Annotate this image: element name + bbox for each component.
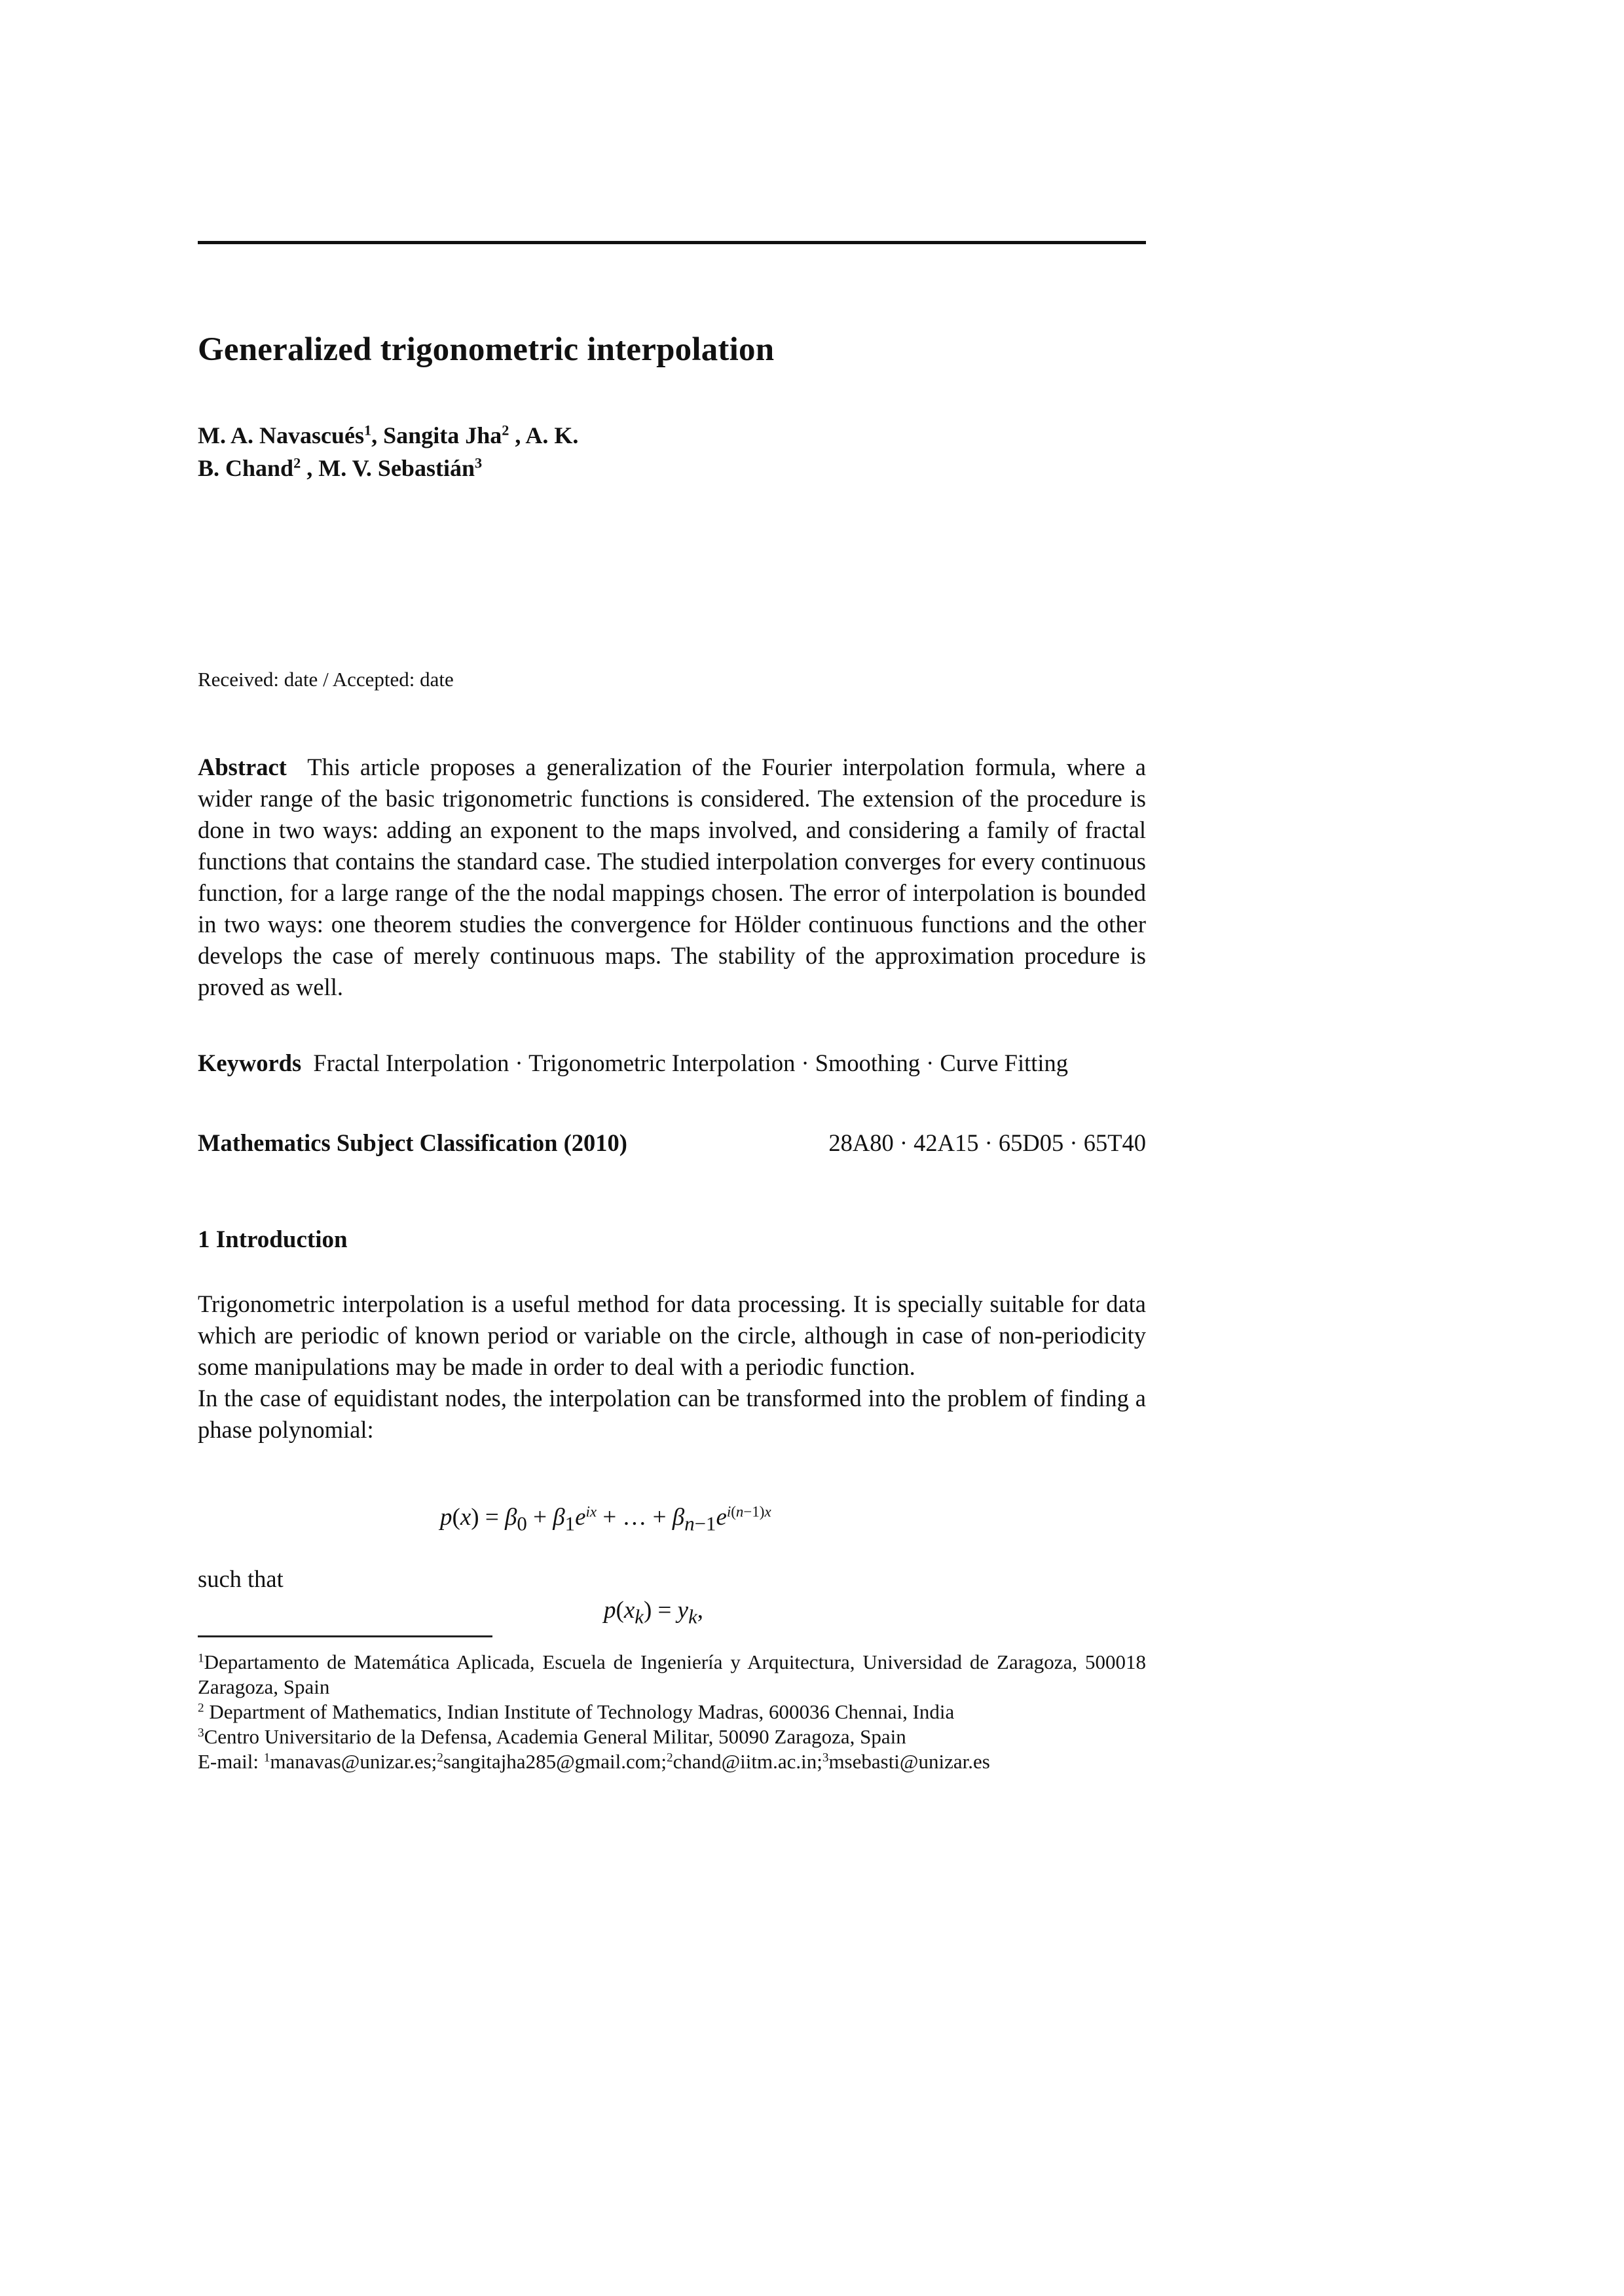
- affiliation-mark: 1: [364, 422, 372, 439]
- equation-phase-polynomial: $p(x) = \beta_0 + \beta_1e^{ix}$ + … + $\beta_{n-1}e^{i(n-1)x}$: [440, 1503, 771, 1535]
- keywords-text: Fractal Interpolation · Trigonometric Interpolation · Smoothing · Curve Fitting: [313, 1049, 1069, 1076]
- footnote-text: Department of Mathematics, Indian Institute of Technology Madras, 600036 Chennai, India: [204, 1700, 955, 1723]
- footnote-mark: 2: [198, 1701, 204, 1715]
- footnote-affiliation-1: [198, 1650, 1146, 1700]
- intro-body: [198, 1288, 1146, 1446]
- footnote-text: Centro Universitario de la Defensa, Academia General Militar, 50090 Zaragoza, Spain: [204, 1725, 906, 1748]
- abstract-label: Abstract: [198, 754, 287, 780]
- msc-codes: 28A80 · 42A15 · 65D05 · 65T40: [828, 1129, 1146, 1156]
- affiliation-mark: 3: [474, 454, 483, 471]
- intro-paragraph-1: Trigonometric interpolation is a useful method for data processing. It is specially suitable for data which are periodic of known period or variable on the circle, although in case of non-periodicity some manipulations may be made in order to deal with a periodic function.: [198, 1290, 1146, 1380]
- email-mark: 3: [822, 1751, 829, 1765]
- author-separator: , A. K.: [509, 422, 579, 448]
- footnote-emails: [198, 1749, 1160, 1774]
- paper-title: Generalized trigonometric interpolation: [198, 331, 775, 368]
- abstract-text: This article proposes a generalization of the Fourier interpolation formula, where a wider range of the basic trigonometric functions is considered. The extension of the procedure is done in two ways: adding an exponent to the maps involved, and considering a family of fractal functions that contains the standard case. The studied interpolation converges for every continuous function, for a large range of the the nodal mappings chosen. The error of interpolation is bounded in two ways: one theorem studies the convergence for Hölder continuous functions and the other develops the case of merely continuous maps. The stability of the approximation procedure is proved as well.: [198, 754, 1146, 1000]
- author-separator: ,: [301, 455, 319, 481]
- subject-classification: [198, 1127, 1146, 1159]
- author-name: M. A. Navascués: [198, 422, 364, 448]
- email-mark: 2: [437, 1751, 443, 1765]
- affiliation-mark: 2: [293, 454, 301, 471]
- such-that-text: such that: [198, 1565, 284, 1592]
- keywords: [198, 1048, 1146, 1079]
- author-name: M. V. Sebastián: [318, 455, 475, 481]
- received-accepted-line: Received: date / Accepted: date: [198, 668, 454, 691]
- author-list: [198, 419, 578, 484]
- equation-interpolation-condition: $p(x_k) = y_k$,: [604, 1597, 704, 1628]
- section-heading: [198, 1226, 348, 1254]
- section-title: Introduction: [215, 1226, 348, 1253]
- email-label: E-mail:: [198, 1750, 264, 1773]
- author-separator: ,: [371, 422, 384, 448]
- section-number: 1: [198, 1226, 210, 1253]
- footnote-text: Departamento de Matemática Aplicada, Escuela de Ingeniería y Arquitectura, Universidad de Zaragoza, 500018 Zaragoza, Spain: [198, 1650, 1146, 1698]
- email-link[interactable]: sangitajha285@gmail.com;: [443, 1750, 667, 1773]
- email-link[interactable]: msebasti@unizar.es: [828, 1750, 990, 1773]
- author-name: Sangita Jha: [383, 422, 502, 448]
- footnote-mark: 1: [198, 1651, 204, 1666]
- keywords-label: Keywords: [198, 1049, 302, 1076]
- email-link[interactable]: manavas@unizar.es;: [270, 1750, 437, 1773]
- footnote-rule: [198, 1635, 492, 1637]
- header-rule: [198, 241, 1146, 244]
- author-line-2: [198, 452, 578, 484]
- footnote-affiliation-3: [198, 1724, 1160, 1749]
- author-line-1: [198, 419, 578, 452]
- footnote-mark: 3: [198, 1726, 204, 1740]
- affiliation-mark: 2: [502, 422, 509, 439]
- abstract: [198, 752, 1146, 1003]
- msc-label: Mathematics Subject Classification (2010): [198, 1129, 627, 1156]
- email-mark: 2: [666, 1751, 673, 1765]
- email-link[interactable]: chand@iitm.ac.in;: [673, 1750, 822, 1773]
- intro-paragraph-2: In the case of equidistant nodes, the interpolation can be transformed into the problem of finding a phase polynomial:: [198, 1385, 1146, 1443]
- author-name: B. Chand: [198, 455, 294, 481]
- footnote-affiliation-2: [198, 1700, 1160, 1724]
- email-mark: 1: [263, 1751, 270, 1765]
- footnotes: [198, 1650, 1160, 1774]
